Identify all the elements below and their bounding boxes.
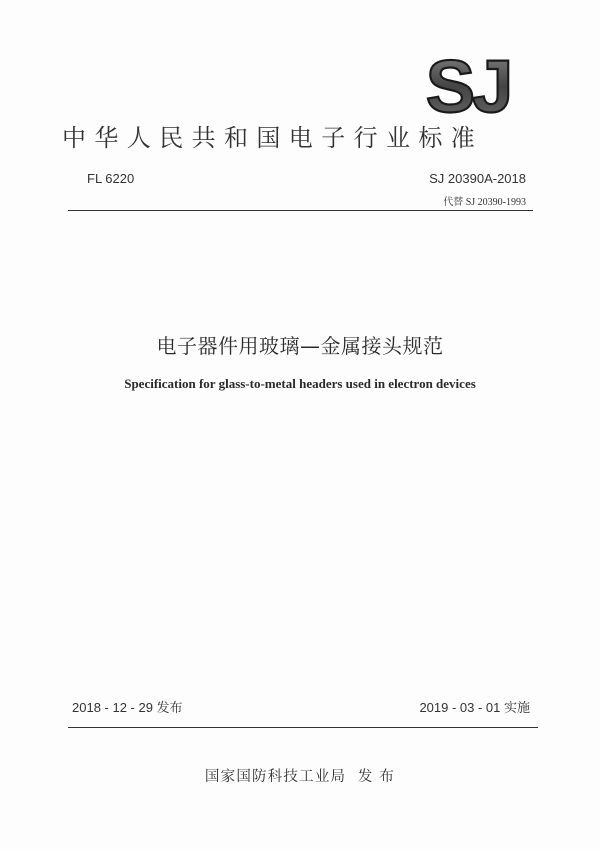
standard-number: SJ 20390A-2018 bbox=[429, 171, 526, 186]
issue-date: 2018 - 12 - 29 发布 bbox=[72, 700, 183, 715]
footer-divider bbox=[68, 727, 538, 728]
classification-code: FL 6220 bbox=[87, 171, 135, 186]
sj-logo bbox=[418, 52, 518, 120]
publisher: 国家国防科技工业局 发 布 bbox=[204, 769, 396, 785]
implementation-date: 2019 - 03 - 01 实施 bbox=[419, 700, 530, 715]
logo-text: SJ bbox=[425, 52, 511, 120]
title-chinese: 电子器件用玻璃—金属接头规范 bbox=[156, 334, 444, 358]
header-divider bbox=[68, 210, 533, 211]
replaces-standard: 代替 SJ 20390-1993 bbox=[443, 197, 526, 208]
title-english: Specification for glass-to-metal headers used in electron devices bbox=[124, 376, 476, 391]
standard-category: 中华人民共和国电子行业标准 bbox=[62, 124, 484, 152]
